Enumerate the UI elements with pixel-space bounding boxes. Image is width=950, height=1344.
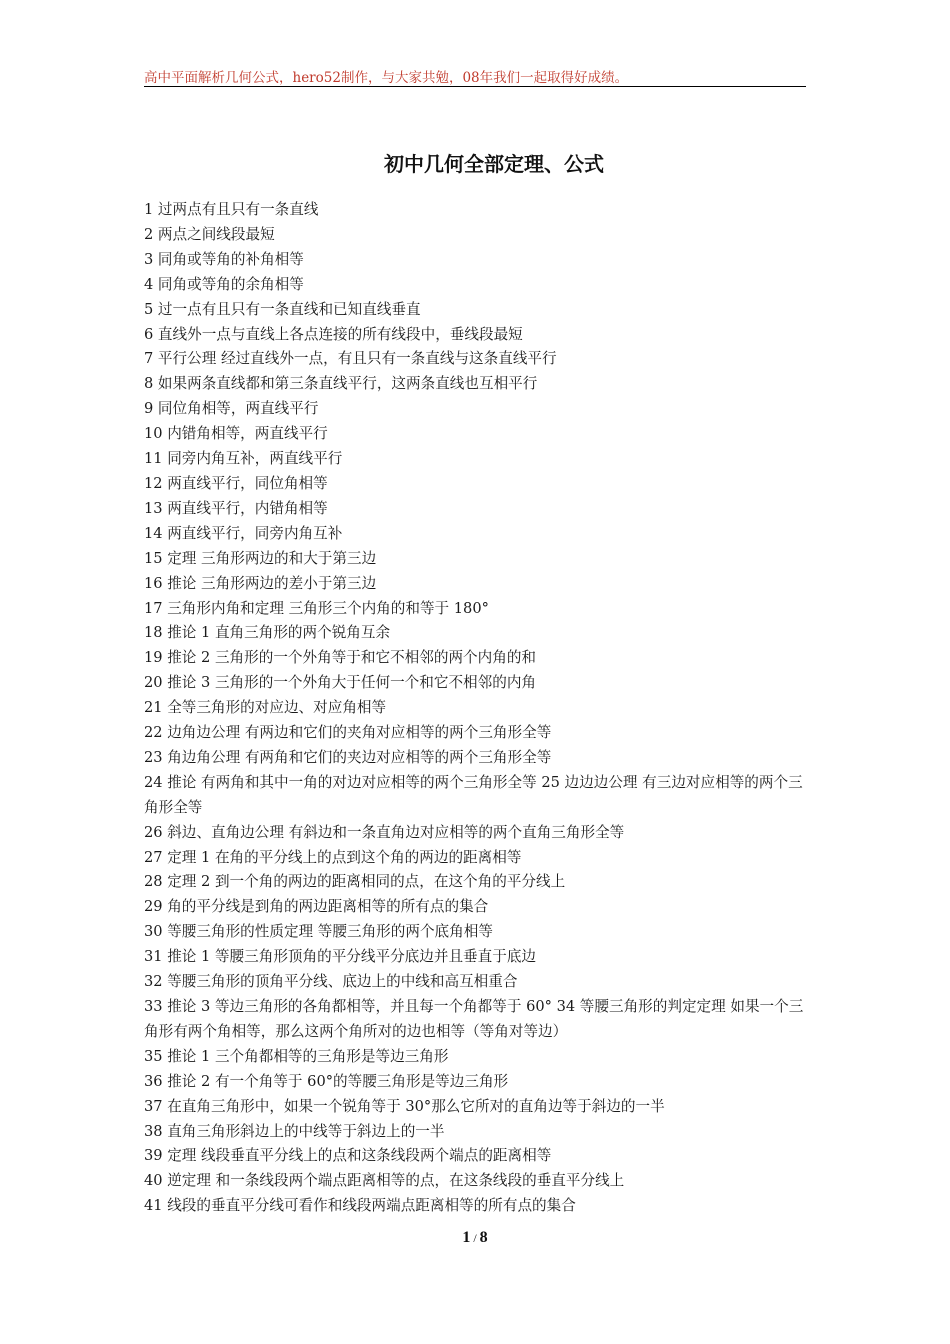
theorem-item: 23 角边角公理 有两角和它们的夹边对应相等的两个三角形全等 <box>144 748 552 766</box>
theorem-item: 4 同角或等角的余角相等 <box>144 275 304 293</box>
page-separator: / <box>473 1231 477 1245</box>
theorem-item: 38 直角三角形斜边上的中线等于斜边上的一半 <box>144 1122 445 1140</box>
theorem-item: 14 两直线平行，同旁内角互补 <box>144 524 343 542</box>
theorem-item: 6 直线外一点与直线上各点连接的所有线段中，垂线段最短 <box>144 325 523 343</box>
theorem-item: 40 逆定理 和一条线段两个端点距离相等的点，在这条线段的垂直平分线上 <box>144 1172 625 1190</box>
theorem-item: 9 同位角相等，两直线平行 <box>144 400 319 418</box>
theorem-item: 13 两直线平行，内错角相等 <box>144 499 328 517</box>
theorem-item: 29 角的平分线是到角的两边距离相等的所有点的集合 <box>144 898 489 916</box>
theorem-item: 37 在直角三角形中，如果一个锐角等于 30°那么它所对的直角边等于斜边的一半 <box>144 1097 665 1115</box>
current-page: 1 <box>462 1229 471 1246</box>
theorem-item: 20 推论 3 三角形的一个外角大于任何一个和它不相邻的内角 <box>144 674 537 692</box>
theorem-item: 24 推论 有两角和其中一角的对边对应相等的两个三角形全等 25 边边边公理 有三边对应相等的两个三角形全等 <box>144 773 803 816</box>
theorem-item: 27 定理 1 在角的平分线上的点到这个角的两边的距离相等 <box>144 848 522 866</box>
theorem-item: 12 两直线平行，同位角相等 <box>144 474 328 492</box>
total-pages: 8 <box>479 1229 488 1246</box>
page-header <box>144 62 806 87</box>
theorem-item: 21 全等三角形的对应边、对应角相等 <box>144 699 387 717</box>
header-text: 高中平面解析几何公式，hero52制作，与大家共勉，08年我们一起取得好成绩。 <box>144 70 629 86</box>
theorem-item: 3 同角或等角的补角相等 <box>144 250 304 268</box>
theorem-list <box>144 198 810 1219</box>
theorem-item: 22 边角边公理 有两边和它们的夹角对应相等的两个三角形全等 <box>144 724 552 742</box>
theorem-item: 16 推论 三角形两边的差小于第三边 <box>144 574 377 592</box>
theorem-item: 31 推论 1 等腰三角形顶角的平分线平分底边并且垂直于底边 <box>144 948 537 966</box>
theorem-item: 26 斜边、直角边公理 有斜边和一条直角边对应相等的两个直角三角形全等 <box>144 823 625 841</box>
theorem-item: 39 定理 线段垂直平分线上的点和这条线段两个端点的距离相等 <box>144 1147 552 1165</box>
theorem-item: 7 平行公理 经过直线外一点，有且只有一条直线与这条直线平行 <box>144 350 557 368</box>
theorem-item: 41 线段的垂直平分线可看作和线段两端点距离相等的所有点的集合 <box>144 1197 576 1215</box>
theorem-item: 36 推论 2 有一个角等于 60°的等腰三角形是等边三角形 <box>144 1072 509 1090</box>
theorem-item: 11 同旁内角互补，两直线平行 <box>144 450 343 468</box>
theorem-item: 10 内错角相等，两直线平行 <box>144 425 328 443</box>
theorem-item: 1 过两点有且只有一条直线 <box>144 201 319 218</box>
theorem-item: 5 过一点有且只有一条直线和已知直线垂直 <box>144 300 421 318</box>
theorem-item: 18 推论 1 直角三角形的两个锐角互余 <box>144 624 391 642</box>
theorem-item: 2 两点之间线段最短 <box>144 225 275 243</box>
theorem-item: 30 等腰三角形的性质定理 等腰三角形的两个底角相等 <box>144 923 493 941</box>
theorem-item: 8 如果两条直线都和第三条直线平行，这两条直线也互相平行 <box>144 375 538 393</box>
theorem-item: 17 三角形内角和定理 三角形三个内角的和等于 180° <box>144 599 489 617</box>
theorem-item: 33 推论 3 等边三角形的各角都相等，并且每一个角都等于 60° 34 等腰三角形的判定定理 如果一个三角形有两个角相等，那么这两个角所对的边也相等（等角对等边） <box>144 998 804 1040</box>
document-title: 初中几何全部定理、公式 <box>384 152 604 176</box>
theorem-item: 32 等腰三角形的顶角平分线、底边上的中线和高互相重合 <box>144 973 518 991</box>
page-number <box>0 1229 950 1247</box>
theorem-item: 15 定理 三角形两边的和大于第三边 <box>144 549 377 567</box>
theorem-item: 28 定理 2 到一个角的两边的距离相同的点，在这个角的平分线上 <box>144 873 566 891</box>
theorem-item: 35 推论 1 三个角都相等的三角形是等边三角形 <box>144 1047 449 1065</box>
theorem-item: 19 推论 2 三角形的一个外角等于和它不相邻的两个内角的和 <box>144 649 537 667</box>
